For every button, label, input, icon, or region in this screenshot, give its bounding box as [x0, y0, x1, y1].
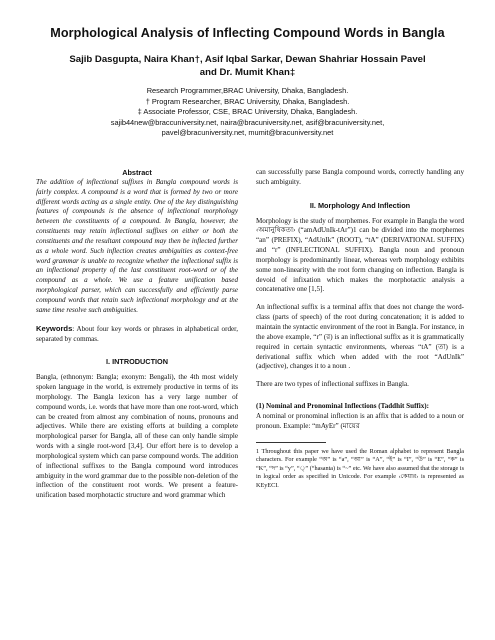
affiliations — [20, 86, 475, 139]
affiliation-line: Research Programmer,BRAC University, Dhaka, Bangladesh. — [146, 86, 349, 95]
email-line: sajib44new@braccuniversity.net, naira@bracuniversity.net, asif@bracuniversity.net, — [110, 117, 385, 127]
footnote-divider — [256, 442, 326, 443]
morphology-paragraph: Morphology is the study of morphemes. For example in Bangla the word ‹অমানুষিকতা› (“amAdUnIk-tAr”)1 can be divided into the morphemes “an” (PREFIX), “AdUnIk” (ROOT), “tA” (DERIVATIONAL SUFFIX) and “r” (INFLECTIONAL SUFFIX). Bangla noun and pronoun morphology is predominantly linear, whereas verb morphology exhibits some non-linearity with the root form changing on inflection. Bangla is devoid of infixation which makes the morphotactic analysis a concatenative one [1,5]. — [256, 216, 464, 294]
author-line-2: and Dr. Mumit Khan‡ — [199, 66, 296, 78]
affiliation-line: † Program Researcher, BRAC University, Dhaka, Bangladesh. — [145, 96, 350, 106]
right-column — [256, 168, 464, 490]
keywords-label: Keywords — [36, 323, 73, 333]
nominal-inflection-paragraph: A nominal or pronominal inflection is an affix that is added to a noun or pronoun. Example: “mAyEr” (মায়ের — [256, 411, 464, 430]
suffix-types-paragraph: There are two types of inflectional suffixes in Bangla. — [256, 380, 409, 389]
author-list — [60, 54, 435, 79]
introduction-text: Bangla, (ethnonym: Bangla; exonym: Bengali), the 4th most widely spoken language in the world, is extremely productive in terms of its morphology. The Bangla lexicon has a very large number of compound words, i.e. words that have more than one root-word, which can be created from almost any combination of nouns, pronouns and adjectives. While there are existing efforts at building a complete morphological parser for Bangla, all of these can only handle simple words with a single root-word [3,4]. Our effort here is to develop a morphological system which can parse compound words. The addition of inflectional suffixes to the Bangla compound word introduces ambiguity in the word grammar due to the possible non-deletion of the inflection of the constituent root words. We present a feature-unification based morphotactic structure and word grammar which — [36, 373, 238, 500]
subsection-heading: (1) Nominal and Pronominal Inflections (Taddhit Suffix): — [256, 402, 430, 411]
author-line-1: Sajib Dasgupta, Naira Khan†, Asif Iqbal Sarkar, Dewan Shahriar Hossain Pavel — [69, 54, 426, 65]
affiliation-line: ‡ Associate Professor, CSE, BRAC University, Dhaka, Bangladesh. — [137, 107, 358, 117]
introduction-continuation: can successfully parse Bangla compound words, correctly handling any such ambiguity. — [256, 168, 464, 186]
abstract-heading: Abstract — [122, 168, 152, 177]
abstract-text: The addition of inflectional suffixes in Bangla compound words is fairly complex. A compound is a word that is formed by two or more different words acting as a single entity. One of the key distinguishing features of compounds is the absence of inflectional morphology between the constituents of a compound. In Bangla, however, the constituents may retain inflectional suffixes on either or both the constituents and the resultant compound may then be inflected further as a whole word. Such inflection creates ambiguities as context-free word grammar is unable to recognize whether the inflectional suffix is an inflectional property of the last constituent root-word or of the compound as a whole. We use a feature unification based morphological parser, which can successfully and efficiently parse compound words that retain such inflectional morphology and at the same time resolve such ambiguities. — [36, 177, 238, 314]
inflection-paragraph: An inflectional suffix is a terminal affix that does not change the word-class (parts of speech) of the root during concatenation; it is added to maintain the syntactic environment of the root in Bangla. For instance, in the above example, “r” (র) is an inflectional suffix as it is grammatically required in certain syntactic environments, whereas “tA” (তা) is a derivational suffix which when added with the root “AdUnIk” (adjective), changes it to a noun . — [256, 303, 464, 371]
keywords-paragraph — [36, 324, 238, 345]
left-column — [36, 168, 238, 509]
email-line: pavel@bracuniversity.net, mumit@bracuniversity.net — [161, 128, 334, 138]
section-2-heading: II. Morphology And Inflection — [309, 200, 411, 210]
footnote: 1 Throughout this paper we have used the Roman alphabet to represent Bangla characters. For example “অ” is “a”, “আ” is “A”, “ই” is “I”, “উ” is “E”, “ক” is “K”, “দ” is “y”, “্” (“hasanta) is “~” etc. We have also assumed that the storage is in logical order as specified in Unicode. For example ‹কেয়ার› is represented as KEyECI. — [256, 447, 464, 489]
keywords-text: : About four key words or phrases in alphabetical order, separated by commas. — [36, 324, 238, 343]
introduction-heading: I. INTRODUCTION — [105, 357, 169, 367]
paper-title: Morphological Analysis of Inflecting Compound Words in Bangla — [50, 26, 445, 40]
